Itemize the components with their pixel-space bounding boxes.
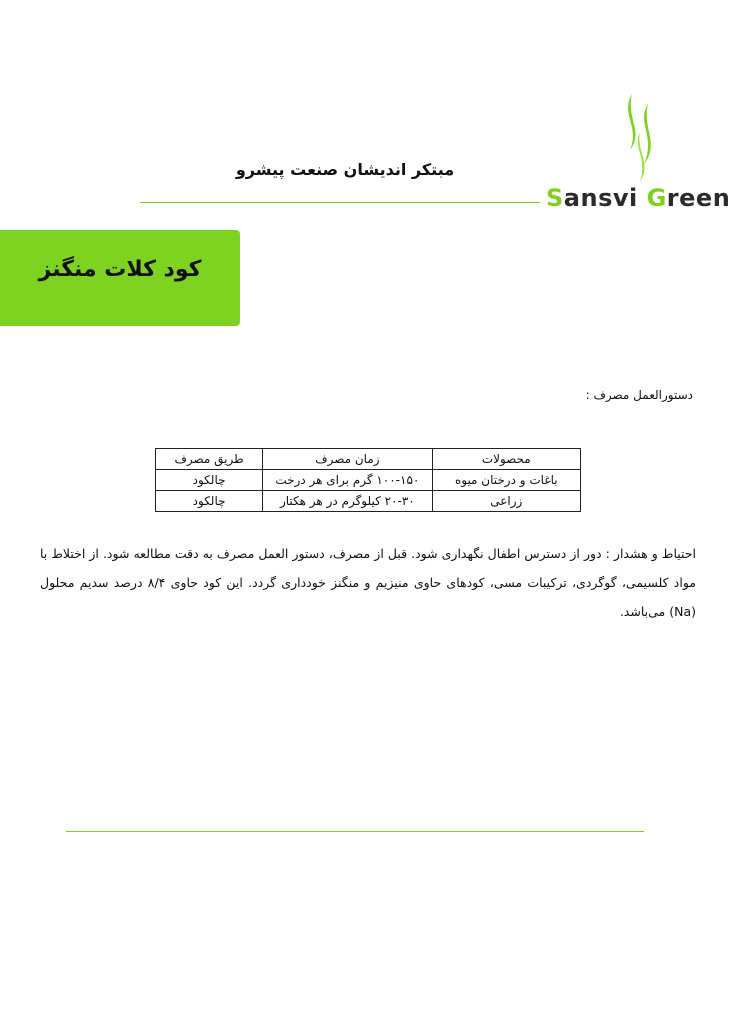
table-row — [156, 470, 581, 491]
product-title: کود کلات منگنز — [38, 257, 202, 282]
table-cell: چالکود — [156, 491, 263, 512]
table-cell: ۱۰۰-۱۵۰ گرم برای هر درخت — [263, 470, 432, 491]
usage-table — [155, 448, 581, 512]
warning-paragraph: احتیاط و هشدار : دور از دسترس اطفال نگهداری شود. قبل از مصرف، دستور العمل مصرف به دقت مطالعه شود. از اختلاط با مواد کلسیمی، گوگردی، ترکیبات مسی، کودهای حاوی منیزیم و منگنز خودداری گردد. این کود حاوی ۸/۴ درصد سدیم محلول (Na) می‌باشد. — [40, 546, 696, 619]
logo-wordmark: Sansvi Green — [546, 184, 731, 212]
table-cell: ۲۰-۳۰ کیلوگرم در هر هکتار — [263, 491, 432, 512]
table-header-row — [156, 449, 581, 470]
table-cell: باغات و درختان میوه — [432, 470, 580, 491]
header-divider — [140, 202, 540, 203]
company-name: مبتکر اندیشان صنعت پیشرو — [235, 160, 455, 179]
column-header-method: طریق مصرف — [156, 449, 263, 470]
table-row — [156, 491, 581, 512]
column-header-timing: زمان مصرف — [263, 449, 432, 470]
logo-flame-icon — [618, 92, 662, 184]
footer-divider — [66, 831, 644, 832]
column-header-products: محصولات — [432, 449, 580, 470]
table-cell: چالکود — [156, 470, 263, 491]
usage-heading: دستورالعمل مصرف : — [585, 388, 693, 402]
table-cell: زراعی — [432, 491, 580, 512]
